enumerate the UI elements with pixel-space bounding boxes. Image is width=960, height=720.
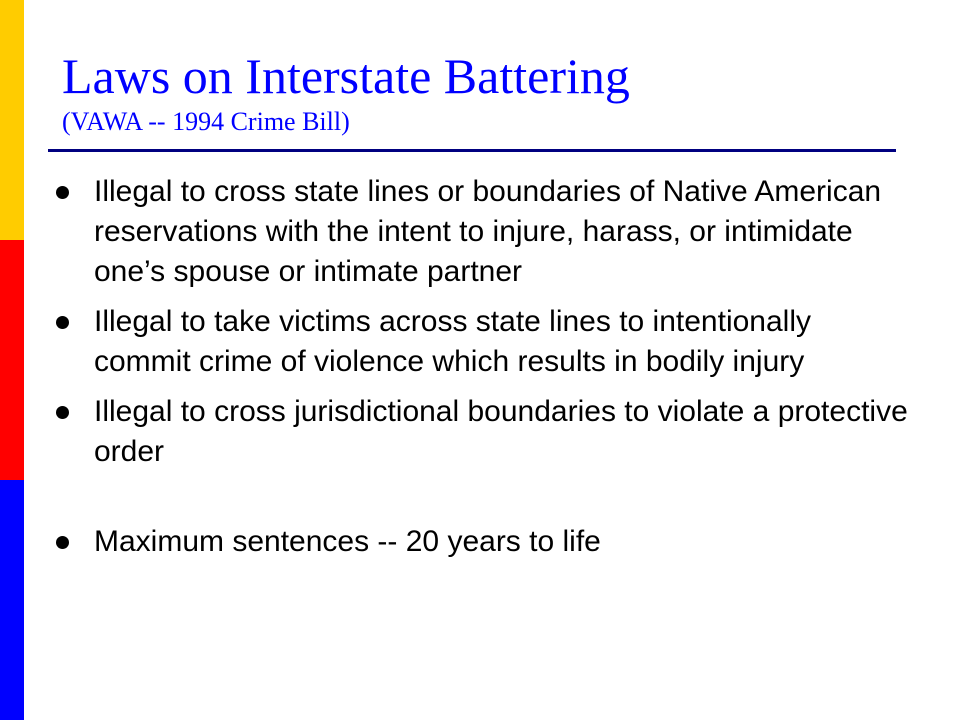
- slide-title: Laws on Interstate Battering: [62, 48, 630, 104]
- bullet-item: [50, 172, 910, 292]
- bullet-item: [50, 392, 910, 472]
- bullet-icon: [56, 316, 69, 329]
- bullet-icon: [56, 536, 69, 549]
- bullet-icon: [56, 406, 69, 419]
- bullet-text: Illegal to take victims across state lines to intentionally commit crime of violence which results in bodily injury: [94, 305, 811, 378]
- bullet-item: [50, 522, 910, 562]
- bullet-text: Illegal to cross jurisdictional boundaries to violate a protective order: [94, 395, 908, 468]
- title-underline: [48, 149, 896, 152]
- slide-subtitle: (VAWA -- 1994 Crime Bill): [62, 107, 350, 136]
- title-block: [62, 48, 922, 138]
- side-stripe-blue: [0, 480, 24, 720]
- bullet-text: Maximum sentences -- 20 years to life: [94, 525, 601, 558]
- bullet-list: [50, 172, 910, 572]
- bullet-text: Illegal to cross state lines or boundaries of Native American reservations with the intent to injure, harass, or intimidate one’s spouse or intimate partner: [94, 175, 882, 288]
- side-stripe-yellow: [0, 0, 24, 240]
- bullet-item: [50, 302, 910, 382]
- bullet-icon: [56, 186, 69, 199]
- side-stripe-red: [0, 240, 24, 480]
